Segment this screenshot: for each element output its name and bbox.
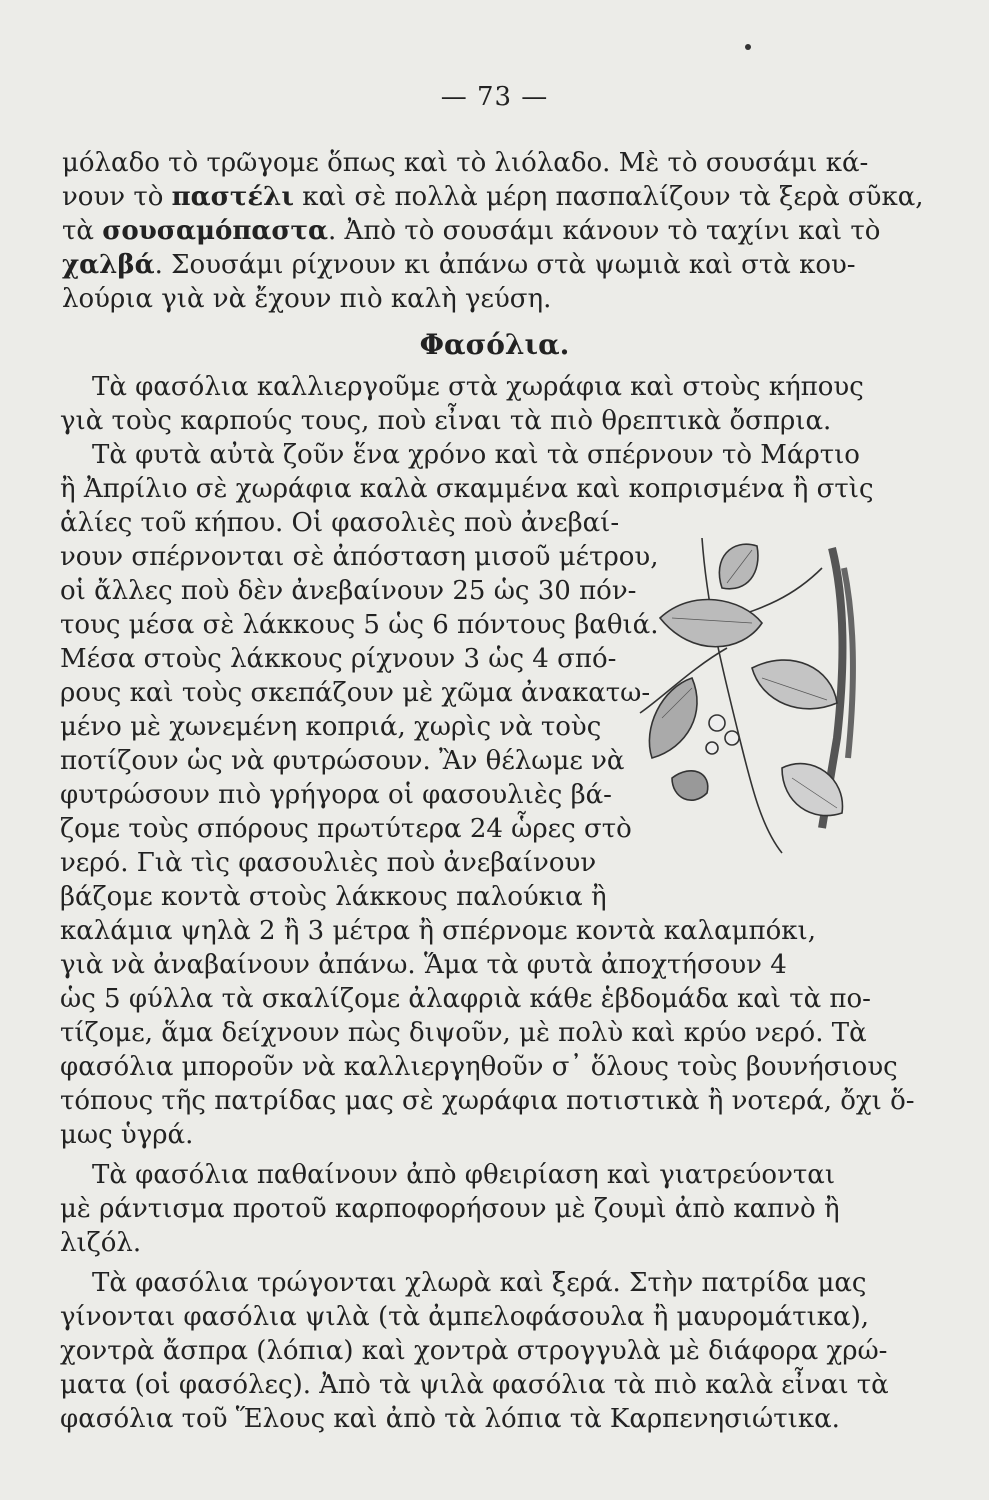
text-line: τους μέσα σὲ λάκκους 5 ὡς 6 πόντους βαθιά. [60, 610, 659, 640]
text-line: οἱ ἄλλες ποὺ δὲν ἀνεβαίνουν 25 ὡς 30 πόν- [60, 576, 637, 606]
text-line: ποτίζουν ὡς νὰ φυτρώσουν. Ἂν θέλωμε νὰ [60, 746, 625, 776]
text-line: χαλβά. Σουσάμι ρίχνουν κι ἀπάνω στὰ ψωμιὰ καὶ στὰ κου- [62, 250, 856, 280]
text-line: γίνονται φασόλια ψιλὰ (τὰ ἀμπελοφάσουλα ἢ μαυρομάτικα), [60, 1302, 869, 1332]
text-line: τὰ σουσαμόπαστα. Ἀπὸ τὸ σουσάμι κάνουν τὸ ταχίνι καὶ τὸ [62, 216, 881, 246]
text-line: γιὰ τοὺς καρπούς τους, ποὺ εἶναι τὰ πιὸ θρεπτικὰ ὄσπρια. [60, 406, 832, 436]
text-line: φασόλια μποροῦν νὰ καλλιεργηθοῦν σ᾽ ὅλους τοὺς βουνήσιους [60, 1052, 898, 1082]
text-line: βάζομε κοντὰ στοὺς λάκκους παλούκια ἢ [60, 882, 607, 912]
text-line: μὲ ράντισμα προτοῦ καρποφορήσουν μὲ ζουμὶ ἀπὸ καπνὸ ἢ [60, 1194, 840, 1224]
text-line: φυτρώσουν πιὸ γρήγορα οἱ φασουλιὲς βά- [60, 780, 612, 810]
text-line: μόλαδο τὸ τρῶγομε ὅπως καὶ τὸ λιόλαδο. Μὲ τὸ σουσάμι κά- [62, 148, 869, 178]
text-line: ματα (οἱ φασόλες). Ἀπὸ τὰ ψιλὰ φασόλια τὰ πιὸ καλὰ εἶναι τὰ [60, 1370, 889, 1400]
text-line: καλάμια ψηλὰ 2 ἢ 3 μέτρα ἢ σπέρνομε κοντὰ καλαμπόκι, [60, 916, 816, 946]
page-number: — 73 — [440, 82, 549, 112]
text-line: γιὰ νὰ ἀναβαίνουν ἀπάνω. Ἅμα τὰ φυτὰ ἀποχτήσουν 4 [60, 950, 787, 980]
text-line: Τὰ φασόλια καλλιεργοῦμε στὰ χωράφια καὶ στοὺς κήπους [92, 372, 864, 402]
text-line: Τὰ φυτὰ αὐτὰ ζοῦν ἕνα χρόνο καὶ τὰ σπέρνουν τὸ Μάρτιο [92, 440, 860, 470]
text-line: Μέσα στοὺς λάκκους ρίχνουν 3 ὡς 4 σπό- [60, 644, 617, 674]
text-line: ἁλίες τοῦ κήπου. Οἱ φασολιὲς ποὺ ἀνεβαί- [60, 508, 620, 538]
text-line: τόπους τῆς πατρίδας μας σὲ χωράφια ποτιστικὰ ἢ νοτερά, ὄχι ὅ- [60, 1086, 915, 1116]
text-line: τίζομε, ἅμα δείχνουν πὼς διψοῦν, μὲ πολὺ καὶ κρύο νερό. Τὰ [60, 1018, 867, 1048]
text-line: μως ὑγρά. [60, 1120, 194, 1150]
text-line: ἢ Ἀπρίλιο σὲ χωράφια καλὰ σκαμμένα καὶ κοπρισμένα ἢ στὶς [60, 474, 874, 504]
ink-speck [745, 44, 751, 50]
text-line: ρους καὶ τοὺς σκεπάζουν μὲ χῶμα ἀνακατω- [60, 678, 651, 708]
text-line: νουν σπέρνονται σὲ ἀπόσταση μισοῦ μέτρου, [60, 542, 659, 572]
text-line: ζομε τοὺς σπόρους πρωτύτερα 24 ὧρες στὸ [60, 814, 632, 844]
text-line: χοντρὰ ἄσπρα (λόπια) καὶ χοντρὰ στρογγυλὰ μὲ διάφορα χρώ- [60, 1336, 888, 1366]
text-line: Τὰ φασόλια παθαίνουν ἀπὸ φθειρίαση καὶ γιατρεύονται [92, 1160, 836, 1190]
text-line: λούρια γιὰ νὰ ἔχουν πιὸ καλὴ γεύση. [62, 284, 552, 314]
text-line: λιζόλ. [60, 1228, 142, 1258]
section-heading: Φασόλια. [419, 328, 570, 361]
text-line: φασόλια τοῦ Ἕλους καὶ ἀπὸ τὰ λόπια τὰ Καρπενησιώτικα. [60, 1404, 840, 1434]
text-line: νερό. Γιὰ τὶς φασουλιὲς ποὺ ἀνεβαίνουν [60, 848, 597, 878]
text-line: ὡς 5 φύλλα τὰ σκαλίζομε ἀλαφριὰ κάθε ἑβδομάδα καὶ τὰ πο- [60, 984, 871, 1014]
text-line: Τὰ φασόλια τρώγονται χλωρὰ καὶ ξερά. Στὴν πατρίδα μας [92, 1268, 867, 1298]
text-line: μένο μὲ χωνεμένη κοπριά, χωρὶς νὰ τοὺς [60, 712, 602, 742]
text-line: νουν τὸ παστέλι καὶ σὲ πολλὰ μέρη πασπαλίζουν τὰ ξερὰ σῦκα, [62, 182, 924, 212]
bean-plant-illustration [632, 528, 870, 858]
